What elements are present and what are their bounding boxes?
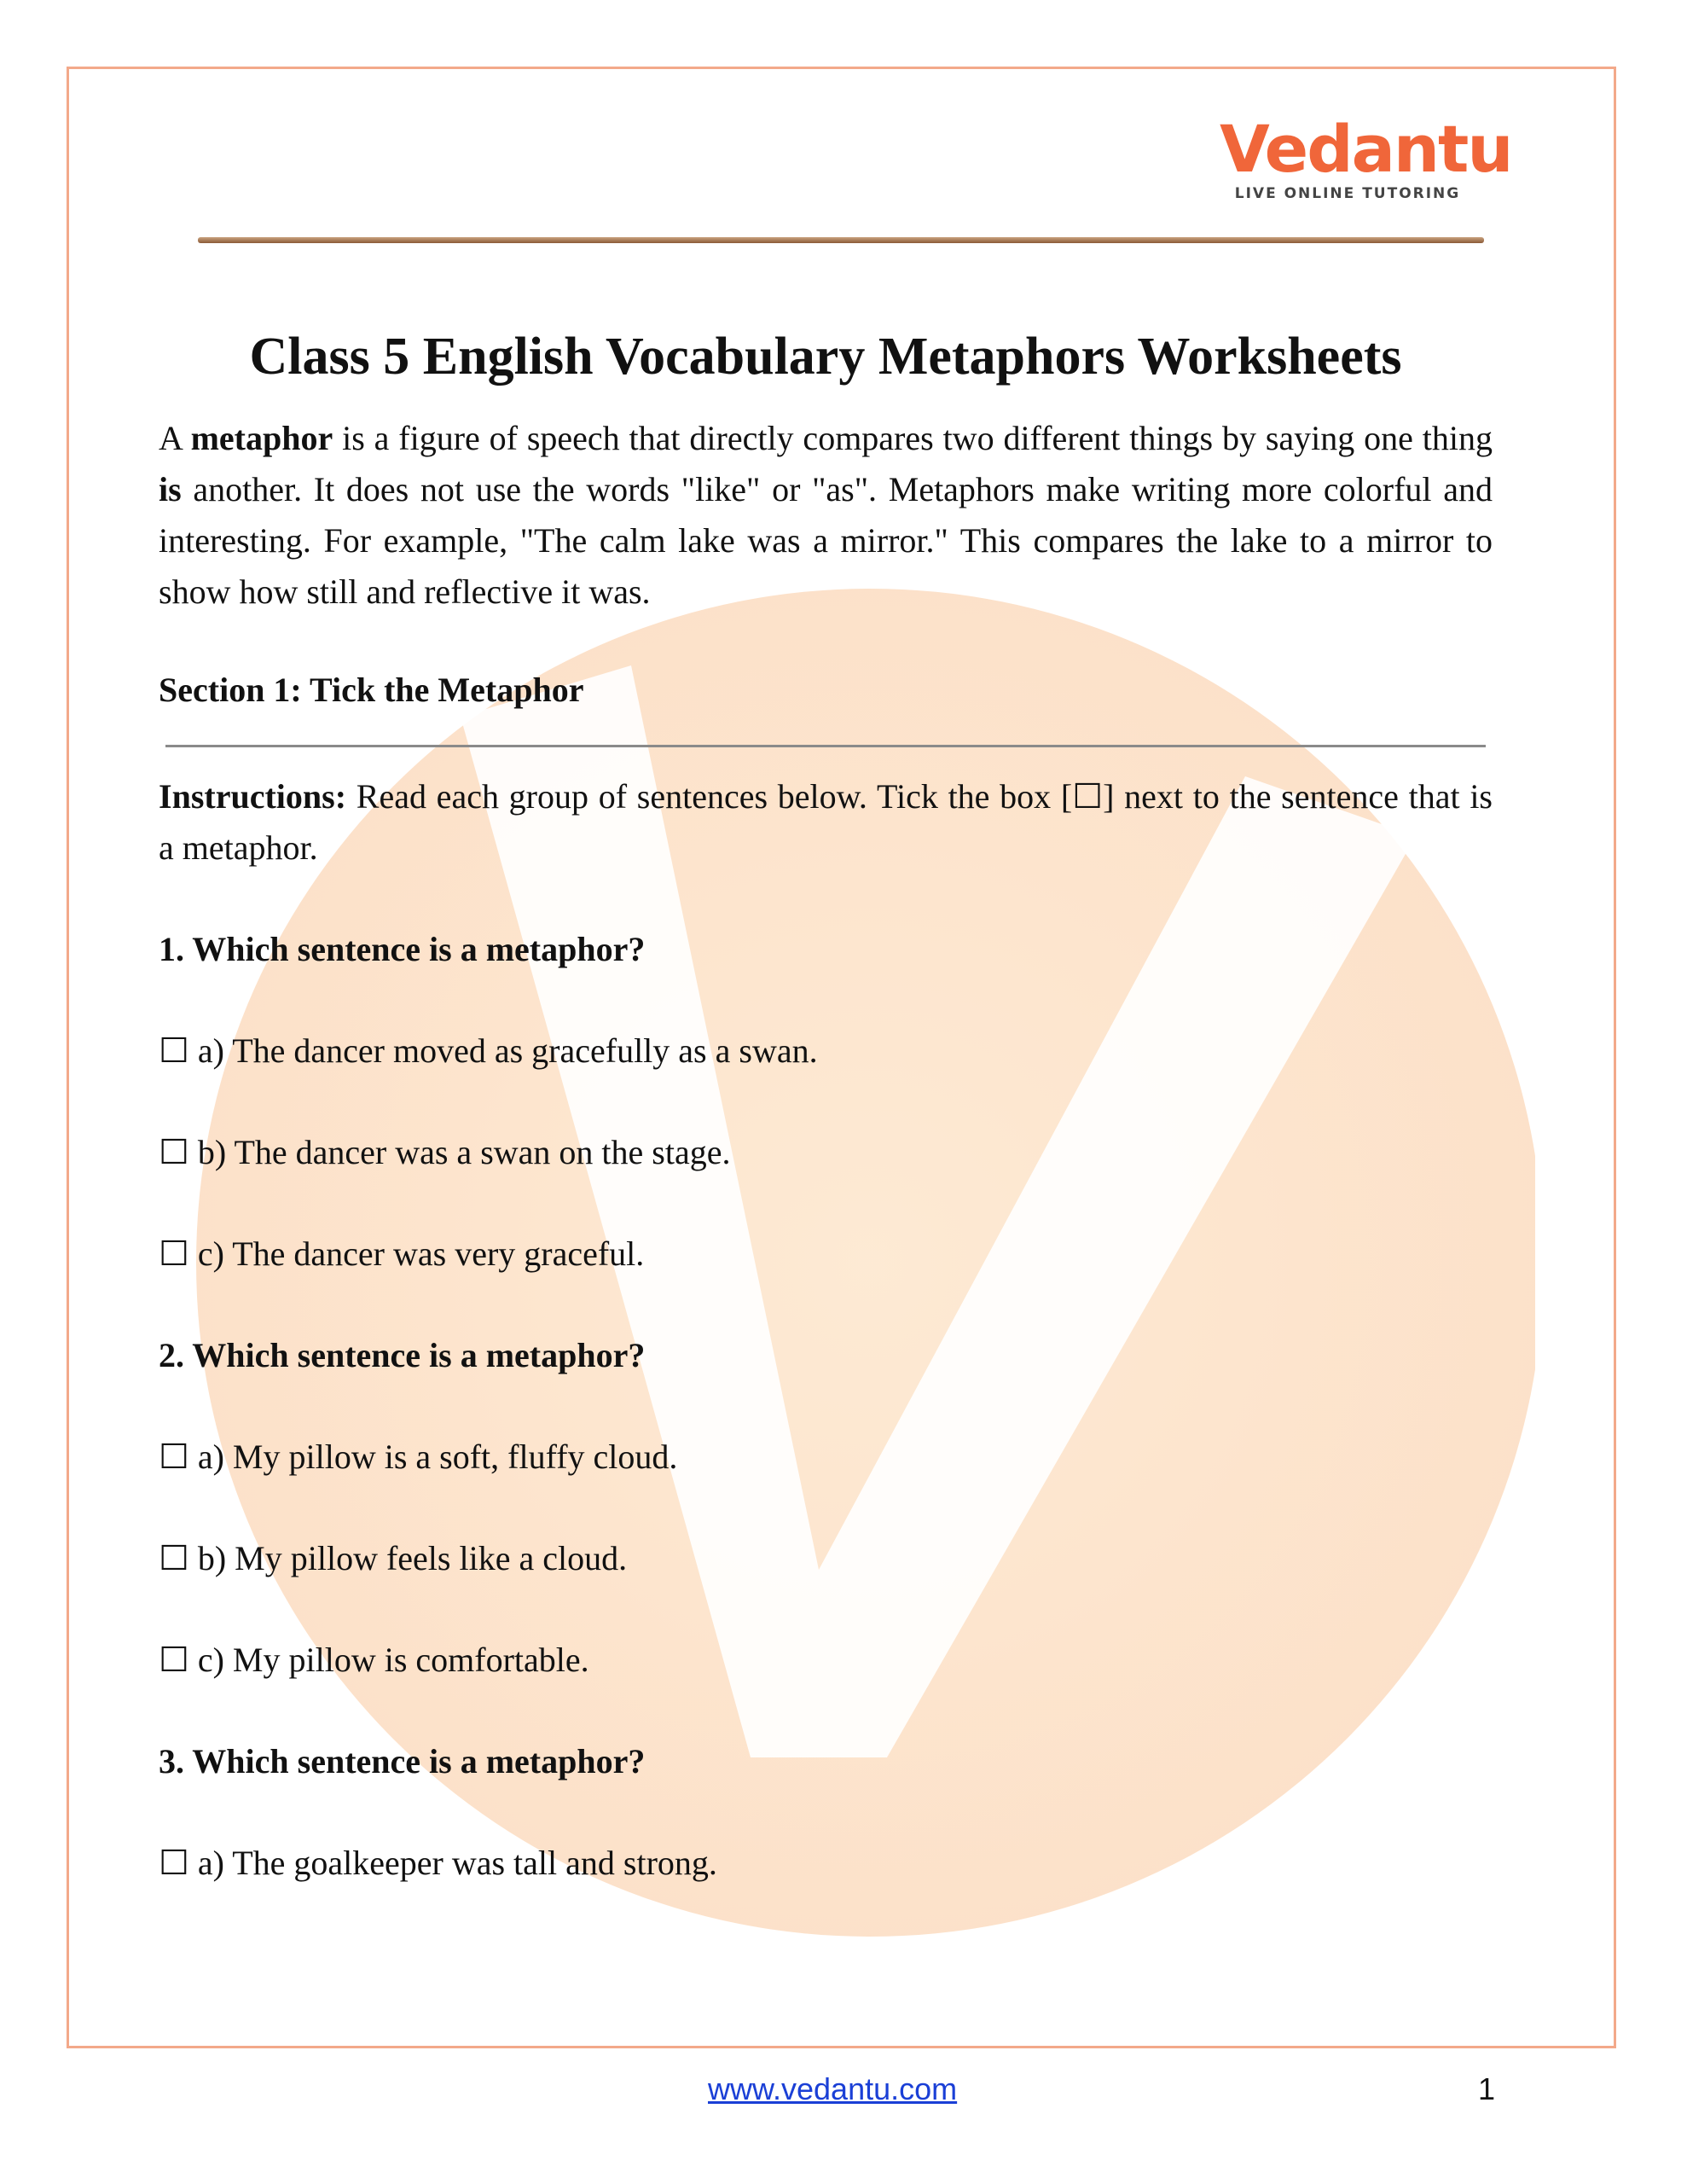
question-2-option-a[interactable]: ☐ a) My pillow is a soft, fluffy cloud. (159, 1438, 678, 1476)
intro-bold-metaphor: metaphor (190, 419, 333, 457)
instructions (159, 771, 1493, 874)
intro-text-2: is a figure of speech that directly compares two different things by saying one thing (333, 419, 1493, 457)
footer-website-link[interactable]: www.vedantu.com (708, 2071, 958, 2106)
intro-paragraph (159, 413, 1493, 618)
logo-tagline: LIVE ONLINE TUTORING (1234, 185, 1461, 202)
instructions-label: Instructions: (159, 777, 347, 816)
header-divider (198, 237, 1484, 243)
question-1-option-c[interactable]: ☐ c) The dancer was very graceful. (159, 1234, 645, 1273)
page-number: 1 (1478, 2071, 1496, 2106)
worksheet-title: Class 5 English Vocabulary Metaphors Worksheets (249, 328, 1402, 386)
question-2-option-b[interactable]: ☐ b) My pillow feels like a cloud. (159, 1539, 628, 1577)
question-1-option-b[interactable]: ☐ b) The dancer was a swan on the stage. (159, 1133, 731, 1171)
worksheet-content (159, 316, 1493, 1889)
instructions-text: Read each group of sentences below. Tick the box [☐] next to the sentence that is a metaphor. (159, 777, 1493, 867)
section-1-title: Section 1: Tick the Metaphor (159, 671, 584, 709)
question-3: 3. Which sentence is a metaphor? (159, 1742, 646, 1780)
question-1-option-a[interactable]: ☐ a) The dancer moved as gracefully as a swan. (159, 1031, 818, 1070)
intro-text-3: another. It does not use the words "like" or "as". Metaphors make writing more colorful and interesting. For example, "The calm lake was a mirror." This compares the lake to a mirror to show how still and reflective it was. (159, 470, 1493, 611)
question-1: 1. Which sentence is a metaphor? (159, 930, 646, 968)
intro-bold-is: is (159, 470, 182, 508)
question-3-option-a[interactable]: ☐ a) The goalkeeper was tall and strong. (159, 1844, 717, 1882)
logo-wordmark: Vedantu (1220, 111, 1512, 187)
section-divider (165, 745, 1486, 747)
question-2-option-c[interactable]: ☐ c) My pillow is comfortable. (159, 1641, 589, 1679)
intro-text-1: A (159, 419, 191, 457)
vedantu-logo (1220, 107, 1512, 209)
question-2: 2. Which sentence is a metaphor? (159, 1336, 646, 1374)
